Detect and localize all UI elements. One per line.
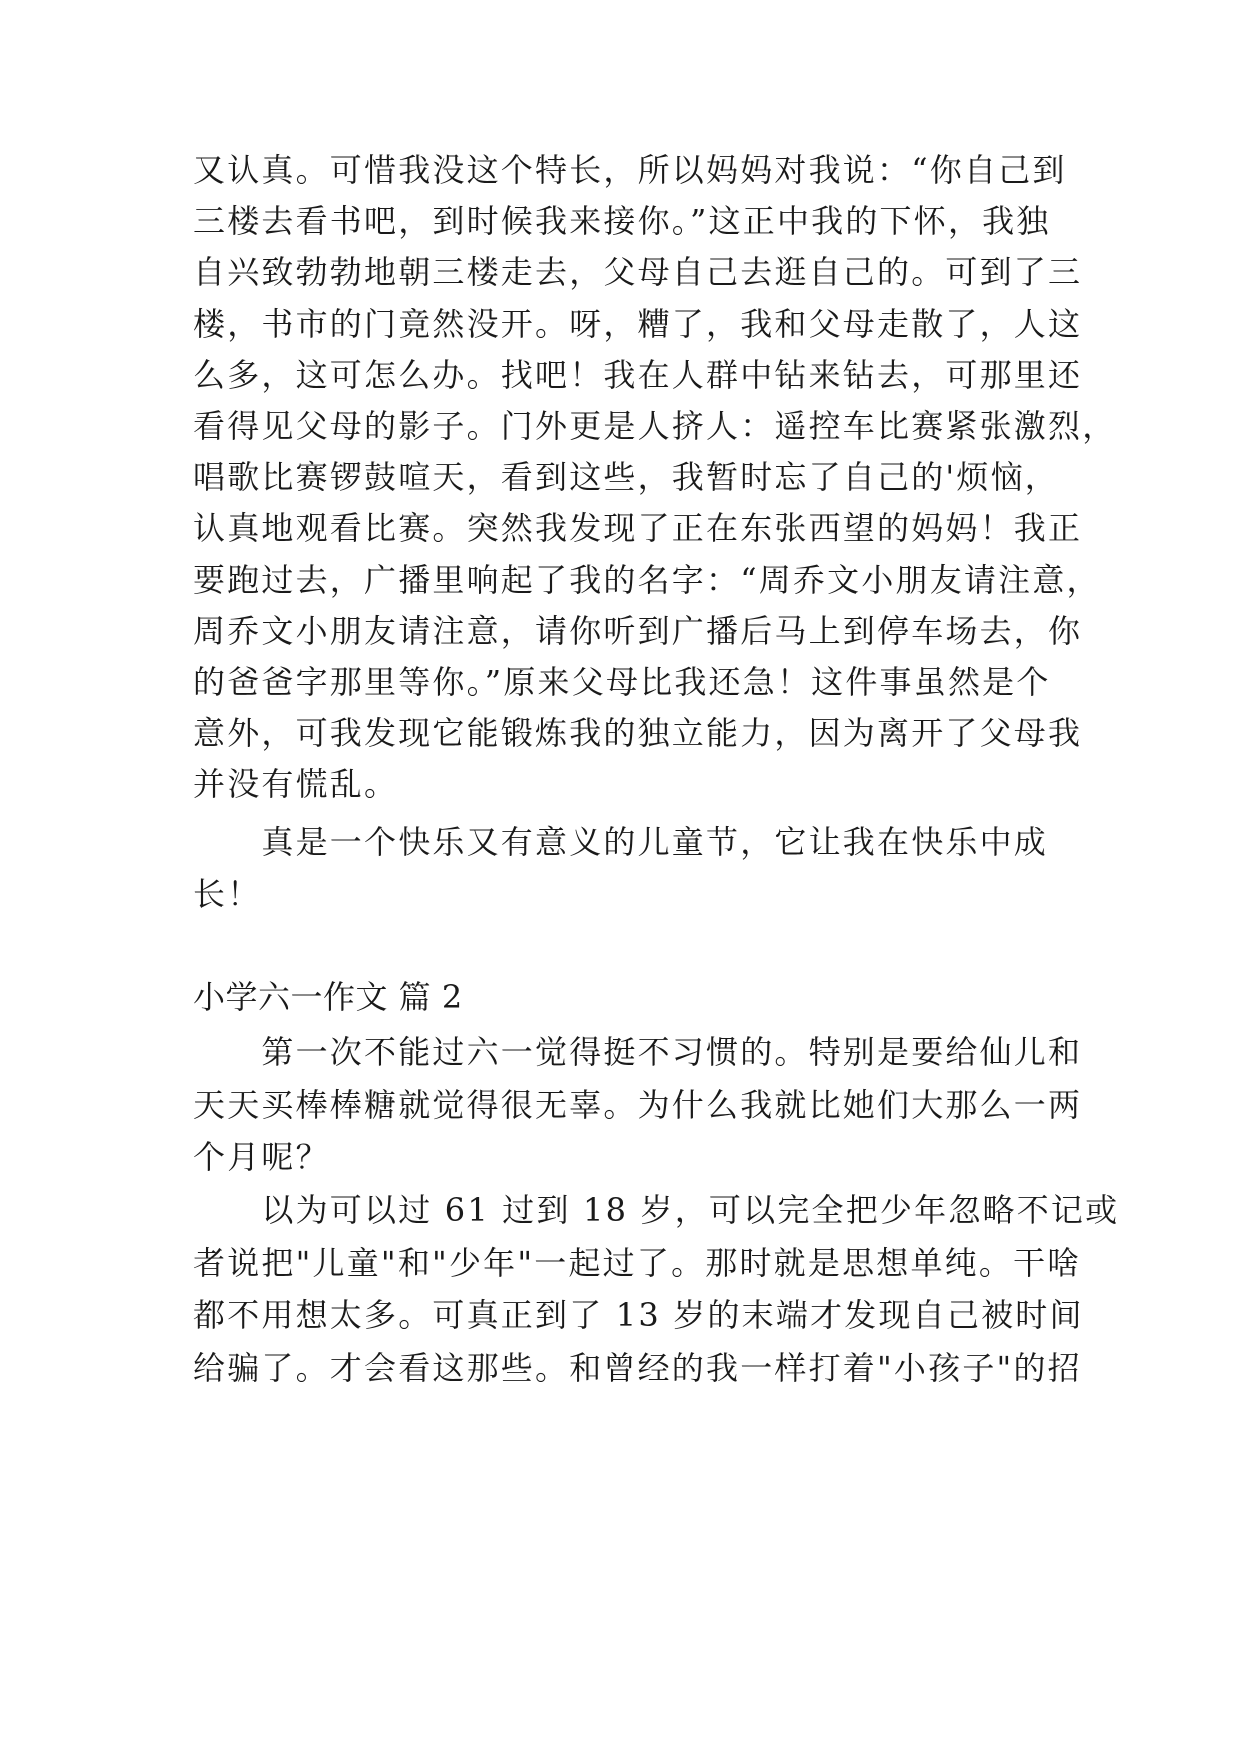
document-page — [193, 0, 1120, 1754]
paragraph-line: 并没有慌乱。 — [193, 765, 399, 803]
paragraph-line: 要跑过去，广播里响起了我的名字：“周乔文小朋友请注意， — [193, 561, 1101, 599]
paragraph-line: 第一次不能过六一觉得挺不习惯的。特别是要给仙儿和 — [193, 1033, 1083, 1071]
paragraph-line: 么多，这可怎么办。找吧！我在人群中钻来钻去，可那里还 — [193, 356, 1083, 394]
paragraph-line: 天天买棒棒糖就觉得很无辜。为什么我就比她们大那么一两 — [193, 1086, 1083, 1124]
paragraph-line: 看得见父母的影子。门外更是人挤人：遥控车比赛紧张激烈， — [193, 407, 1117, 445]
paragraph-line: 真是一个快乐又有意义的儿童节，它让我在快乐中成 — [193, 823, 1049, 861]
paragraph-line: 三楼去看书吧，到时候我来接你。”这正中我的下怀，我独 — [193, 202, 1051, 240]
paragraph-line: 又认真。可惜我没这个特长，所以妈妈对我说：“你自己到 — [193, 151, 1067, 189]
paragraph-line: 给骗了。才会看这那些。和曾经的我一样打着"小孩子"的招 — [193, 1349, 1082, 1387]
paragraph-line: 以为可以过 61 过到 18 岁，可以完全把少年忽略不记或 — [193, 1191, 1120, 1229]
paragraph-line: 楼，书市的门竟然没开。呀，糟了，我和父母走散了，人这 — [193, 305, 1083, 343]
paragraph-line: 唱歌比赛锣鼓喧天，看到这些，我暂时忘了自己的'烦恼， — [193, 458, 1059, 496]
paragraph-line: 长！ — [193, 875, 262, 913]
section-heading: 小学六一作文 篇 2 — [193, 978, 463, 1016]
paragraph-line: 认真地观看比赛。突然我发现了正在东张西望的妈妈！我正 — [193, 509, 1083, 547]
paragraph-line: 的爸爸字那里等你。”原来父母比我还急！这件事虽然是个 — [193, 663, 1051, 701]
paragraph-line: 个月呢？ — [193, 1138, 330, 1176]
paragraph-line: 自兴致勃勃地朝三楼走去，父母自己去逛自己的。可到了三 — [193, 253, 1083, 291]
paragraph-line: 都不用想太多。可真正到了 13 岁的末端才发现自己被时间 — [193, 1296, 1084, 1334]
paragraph-line: 周乔文小朋友请注意，请你听到广播后马上到停车场去，你 — [193, 612, 1083, 650]
paragraph-line: 意外，可我发现它能锻炼我的独立能力，因为离开了父母我 — [193, 714, 1083, 752]
paragraph-line: 者说把"儿童"和"少年"一起过了。那时就是思想单纯。干啥 — [193, 1244, 1082, 1282]
